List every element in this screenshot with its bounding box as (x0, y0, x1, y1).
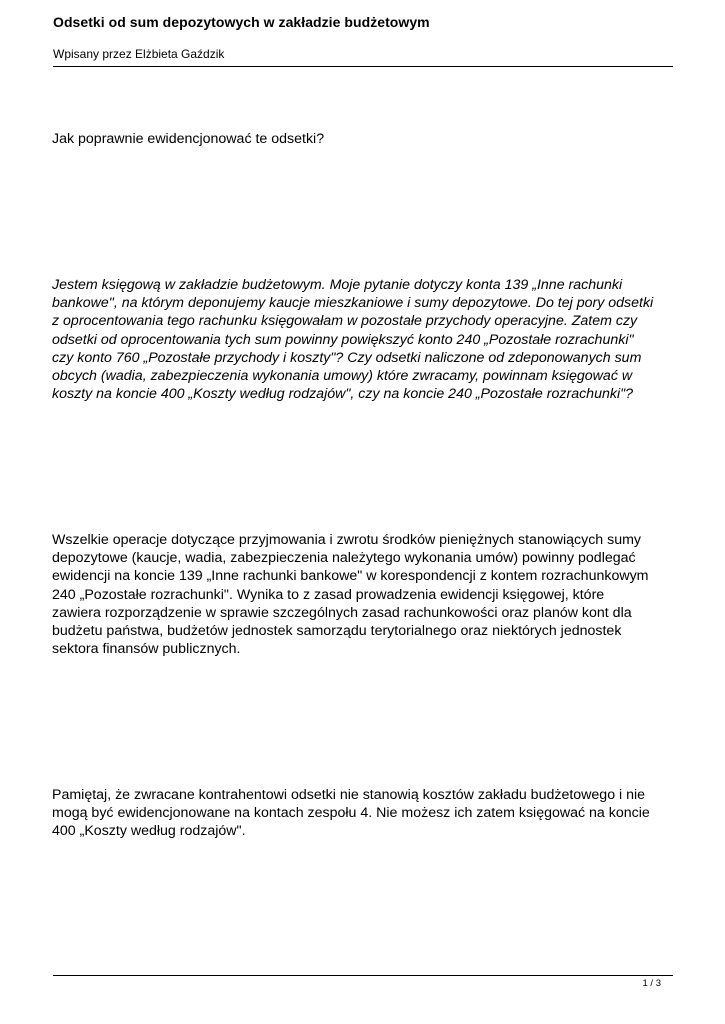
reader-question (52, 276, 680, 403)
question-line: odsetki od oprocentowania tych sum powinny powiększyć konto 240 „Pozostałe rozrachunki" (52, 331, 634, 348)
question-line: z oprocentowania tego rachunku księgowałam w pozostałe przychody operacyjne. Zatem czy (52, 313, 638, 330)
answer-line: 400 „Koszty według rodzajów". (52, 823, 246, 840)
question-line: koszty na koncie 400 „Koszty według rodzajów", czy na koncie 240 „Pozostałe rozrachunki"? (52, 386, 634, 403)
answer-line: ewidencji na koncie 139 „Inne rachunki bankowe" w korespondencji z kontem rozrachunkowym (52, 568, 649, 585)
answer-line: sektora finansów publicznych. (52, 641, 241, 658)
answer-line: Pamiętaj, że zwracane kontrahentowi odsetki nie stanowią kosztów zakładu budżetowego i nie (52, 787, 646, 803)
answer-line: zawiera rozporządzenie w sprawie szczególnych zasad rachunkowości oraz planów kont dla (52, 604, 632, 621)
question-intro: Jak poprawnie ewidencjonować te odsetki? (52, 131, 325, 147)
page-header (53, 0, 673, 67)
answer-paragraph-1 (52, 531, 680, 658)
answer-line: depozytowe (kaucje, wadia, zabezpieczenia należytego wykonania umów) powinny podlegać (52, 550, 636, 567)
question-line: czy konto 760 „Pozostałe przychody i koszty"? Czy odsetki naliczone od zdeponowanych sum (52, 349, 642, 366)
article-title: Odsetki od sum depozytowych w zakładzie budżetowym (53, 14, 430, 30)
question-line: Jestem księgową w zakładzie budżetowym. Moje pytanie dotyczy konta 139 „Inne rachunki (52, 277, 623, 293)
article-author: Wpisany przez Elżbieta Gaździk (53, 47, 225, 61)
question-line: bankowe", na którym deponujemy kaucje mieszkaniowe i sumy depozytowe. Do tej pory odsetki (52, 295, 654, 312)
answer-line: budżetu państwa, budżetów jednostek samorządu terytorialnego oraz niektórych jednostek (52, 623, 622, 640)
answer-paragraph-2 (52, 786, 680, 841)
answer-line: mogą być ewidencjonowane na kontach zespołu 4. Nie możesz ich zatem księgować na koncie (52, 805, 650, 822)
answer-line: 240 „Pozostałe rozrachunki". Wynika to z zasad prowadzenia ewidencji księgowej, które (52, 586, 605, 603)
page-footer (53, 975, 673, 989)
page-number: 1 / 3 (642, 978, 661, 989)
question-line: obcych (wadia, zabezpieczenia wykonania umowy) które zwracamy, powinnam księgować w (52, 368, 633, 385)
answer-line: Wszelkie operacje dotyczące przyjmowania i zwrotu środków pieniężnych stanowiących sumy (52, 532, 642, 548)
